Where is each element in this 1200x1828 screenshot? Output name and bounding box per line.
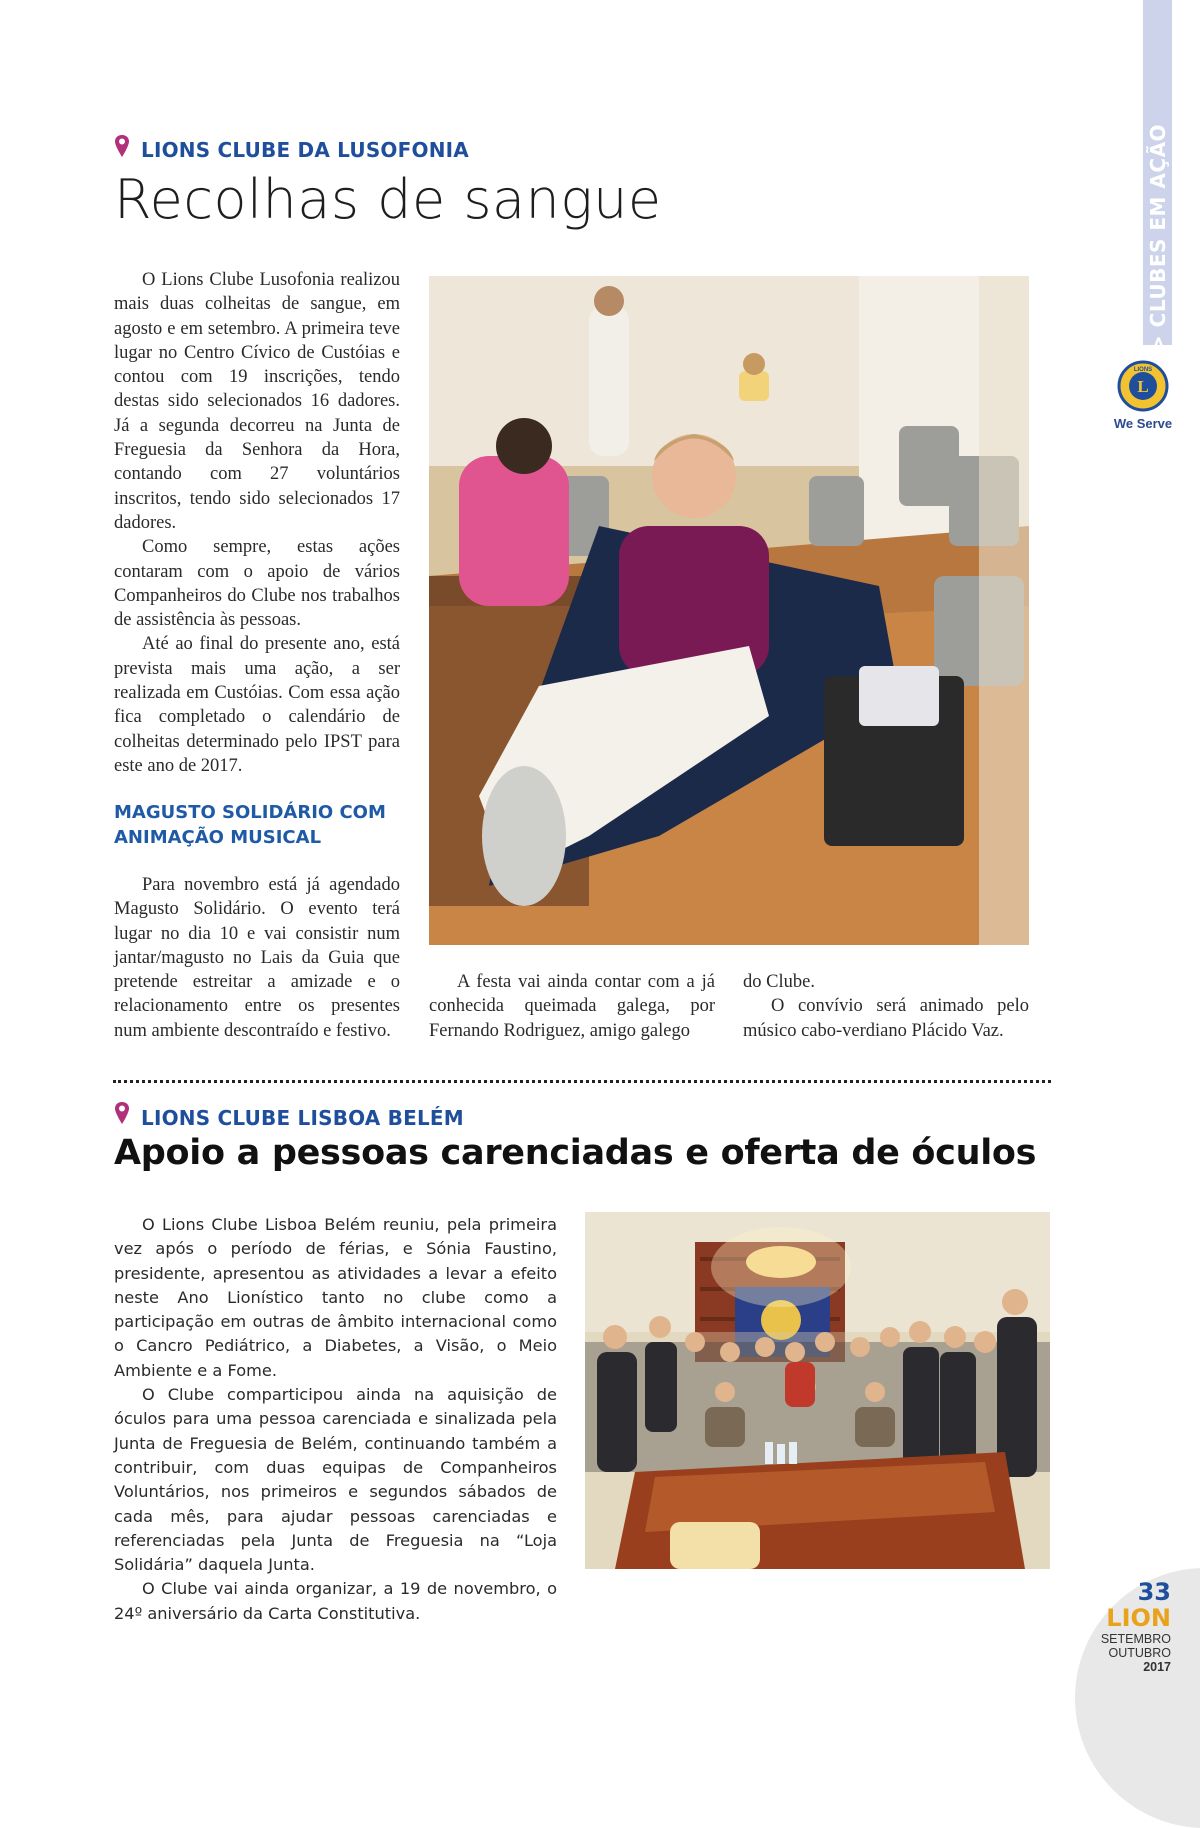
svg-text:L: L bbox=[1137, 377, 1149, 396]
article1-paragraph: O convívio será animado pelo músico cabo-verdiano Plácido Vaz. bbox=[743, 996, 1029, 1041]
location-pin-icon bbox=[115, 135, 129, 157]
article1-body bbox=[114, 268, 400, 778]
article1-paragraph: Até ao final do presente ano, está prevista mais uma ação, a ser realizada em Custóias. Com essa ação fica completado o calendário de colheitas determinado pelo IPST para este ano de 2017. bbox=[114, 634, 400, 776]
magusto-body-col3 bbox=[743, 970, 1029, 1043]
magusto-body-col2 bbox=[429, 970, 715, 1043]
article-title-apoio: Apoio a pessoas carenciadas e oferta de óculos bbox=[114, 1133, 1037, 1173]
article1-paragraph: Como sempre, estas ações contaram com o apoio de vários Companheiros do Clube nos trabalhos de assistência às pessoas. bbox=[114, 537, 400, 631]
section-divider bbox=[113, 1080, 1051, 1083]
article1-paragraph: Para novembro está já agendado Magusto Solidário. O evento terá lugar no dia 10 e vai consistir num jantar/magusto no Lais da Guia que pretende estreitar a amizade e o relacionamento entre os presentes num ambiente descontraído e festivo. bbox=[114, 875, 400, 1041]
magusto-body-col1 bbox=[114, 873, 400, 1043]
article1-paragraph: A festa vai ainda contar com a já conhecida queimada galega, por Fernando Rodriguez, amigo galego bbox=[429, 972, 715, 1041]
club-name-lisboa-belem: LIONS CLUBE LISBOA BELÉM bbox=[141, 1106, 464, 1130]
article2-paragraph: O Clube vai ainda organizar, a 19 de novembro, o 24º aniversário da Carta Constitutiva. bbox=[114, 1579, 557, 1623]
club-group-photo bbox=[585, 1212, 1050, 1569]
section-tab-label: > CLUBES EM AÇÃO bbox=[1145, 123, 1170, 353]
lions-logo-icon bbox=[1113, 360, 1173, 412]
article2-paragraph: O Lions Clube Lisboa Belém reuniu, pela primeira vez após o período de férias, e Sónia Faustino, presidente, apresentou as atividades a levar a efeito neste Ano Lionístico tanto no clube como a participação em outras de âmbito internacional como o Cancro Pediátrico, a Diabetes, a Visão, o Meio Ambiente e a Fome. bbox=[114, 1215, 557, 1380]
svg-text:LIONS: LIONS bbox=[1133, 367, 1153, 373]
magazine-name: LION bbox=[1106, 1604, 1171, 1632]
section-side-tab bbox=[1143, 0, 1172, 353]
article2-paragraph: O Clube comparticipou ainda na aquisição de óculos para uma pessoa carenciada e sinalizada pela Junta de Freguesia de Belém, continuando também a contribuir, com duas equipas de Companheiros Voluntários, nos primeiros e segundos sábados de cada mês, para ajudar pessoas carenciadas e referenciadas pela Junta de Freguesia na “Loja Solidária” daquela Junta. bbox=[114, 1385, 557, 1575]
location-pin-icon bbox=[115, 1102, 129, 1124]
article-title-recolhas: Recolhas de sangue bbox=[114, 168, 662, 231]
article1-paragraph: do Clube. bbox=[743, 972, 815, 992]
article2-body bbox=[114, 1213, 557, 1626]
article1-paragraph: O Lions Clube Lusofonia realizou mais duas colheitas de sangue, em agosto e em setembro. A primeira teve lugar no Centro Cívico de Custóias e contou com 19 inscrições, tendo destas sido selecionados 16 dadores. Já a segunda decorreu na Junta de Freguesia da Senhora da Hora, contando com 27 voluntários inscritos, tendo sido selecionados 17 dadores. bbox=[114, 270, 400, 533]
club-name-lusofonia: LIONS CLUBE DA LUSOFONIA bbox=[141, 138, 469, 162]
page-number: 33 bbox=[1137, 1578, 1171, 1606]
issue-month-1: SETEMBRO bbox=[1100, 1632, 1171, 1646]
issue-month-2: OUTUBRO bbox=[1108, 1646, 1171, 1660]
lions-motto: We Serve bbox=[1113, 416, 1173, 431]
issue-year: 2017 bbox=[1143, 1660, 1171, 1674]
subheading-magusto: MAGUSTO SOLIDÁRIO COM ANIMAÇÃO MUSICAL bbox=[114, 802, 386, 848]
blood-donation-photo bbox=[429, 276, 1029, 945]
